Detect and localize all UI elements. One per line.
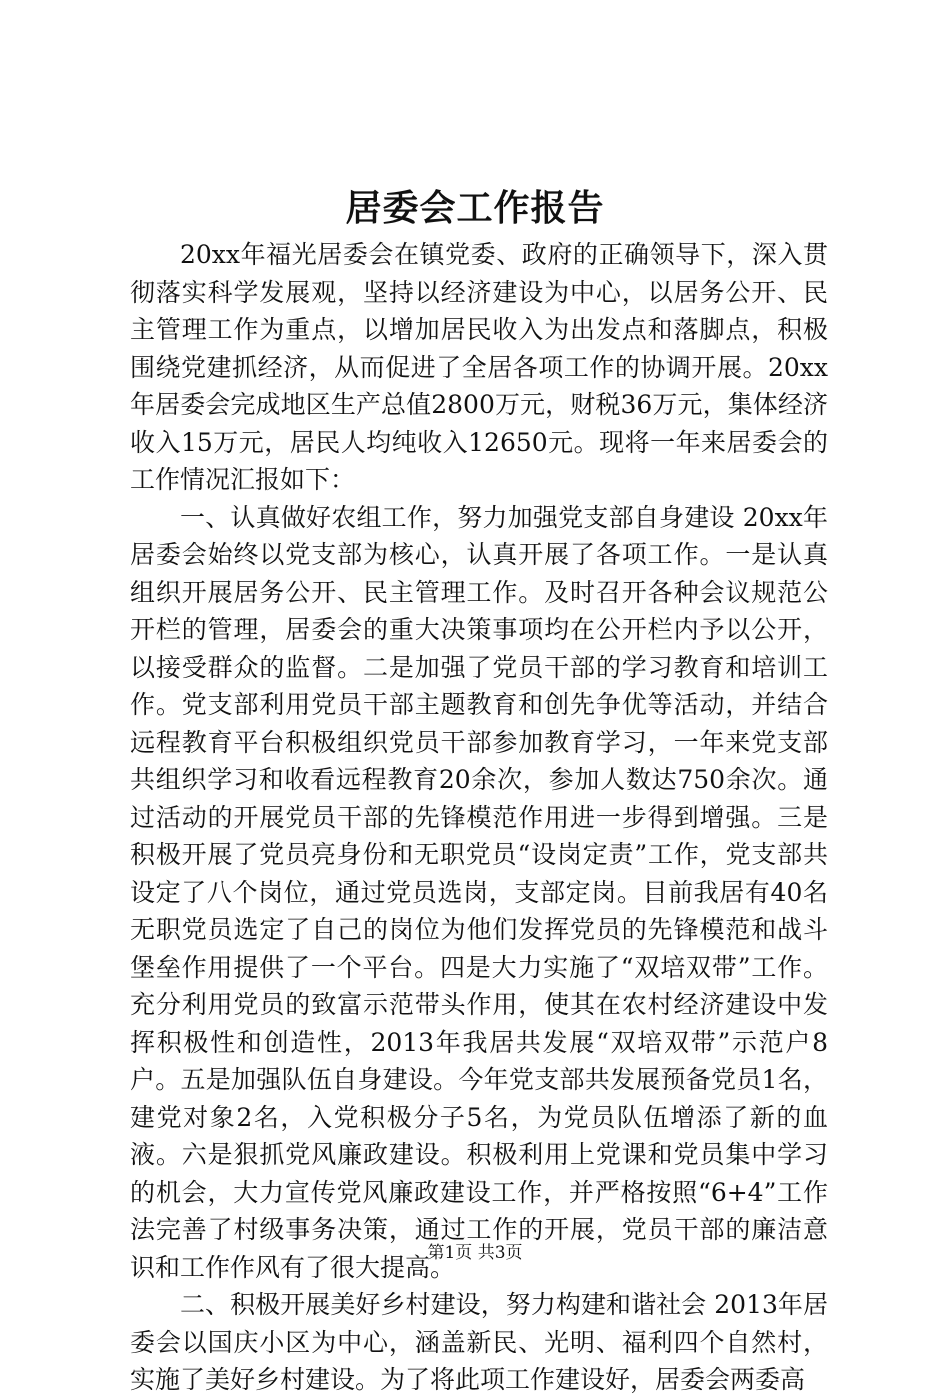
paragraph-section-1: 一、认真做好农组工作，努力加强党支部自身建设 20xx年居委会始终以党支部为核心，认真开展了各项工作。一是认真组织开展居务公开、民主管理工作。及时召开各种会议规范公开栏的管理，居委会的重大决策事项均在公开栏内予以公开，以接受群众的监督。二是加强了党员干部的学习教育和培训工作。党支部利用党员干部主题教育和创先争优等活动，并结合远程教育平台积极组织党员干部参加教育学习，一年来党支部共组织学习和收看远程教育20余次，参加人数达750余次。通过活动的开展党员干部的先锋模范作用进一步得到增强。三是积极开展了党员亮身份和无职党员“设岗定责”工作，党支部共设定了八个岗位，通过党员选岗，支部定岗。目前我居有40名无职党员选定了自己的岗位为他们发挥党员的先锋模范和战斗堡垒作用提供了一个平台。四是大力实施了“双培双带”工作。充分利用党员的致富示范带头作用，使其在农村经济建设中发挥积极性和创造性，2013年我居共发展“双培双带”示范户8户。五是加强队伍自身建设。今年党支部共发展预备党员1名，建党对象2名，入党积极分子5名，为党员队伍增添了新的血液。六是狠抓党风廉政建设。积极利用上党课和党员集中学习的机会，大力宣传党风廉政建设工作，并严格按照“6+4”工作法完善了村级事务决策，通过工作的开展，党员干部的廉洁意识和工作作风有了很大提高。 — [130, 502, 828, 1282]
document-title: 居委会工作报告 — [345, 187, 605, 229]
paragraph-intro: 20xx年福光居委会在镇党委、政府的正确领导下，深入贯彻落实科学发展观，坚持以经济建设为中心，以居务公开、民主管理工作为重点，以增加居民收入为出发点和落脚点，积极围绕党建抓经济，从而促进了全居各项工作的协调开展。20xx年居委会完成地区生产总值2800万元，财税36万元，集体经济收入15万元，居民人均纯收入12650元。现将一年来居委会的工作情况汇报如下： — [130, 240, 828, 494]
paragraph-section-2: 二、积极开展美好乡村建设，努力构建和谐社会 2013年居委会以国庆小区为中心，涵盖新民、光明、福利四个自然村，实施了美好乡村建设。为了将此项工作建设好，居委会两委高 — [130, 1290, 828, 1394]
document-body — [130, 236, 828, 1399]
page-footer: 第1页 共3页 — [427, 1243, 523, 1263]
